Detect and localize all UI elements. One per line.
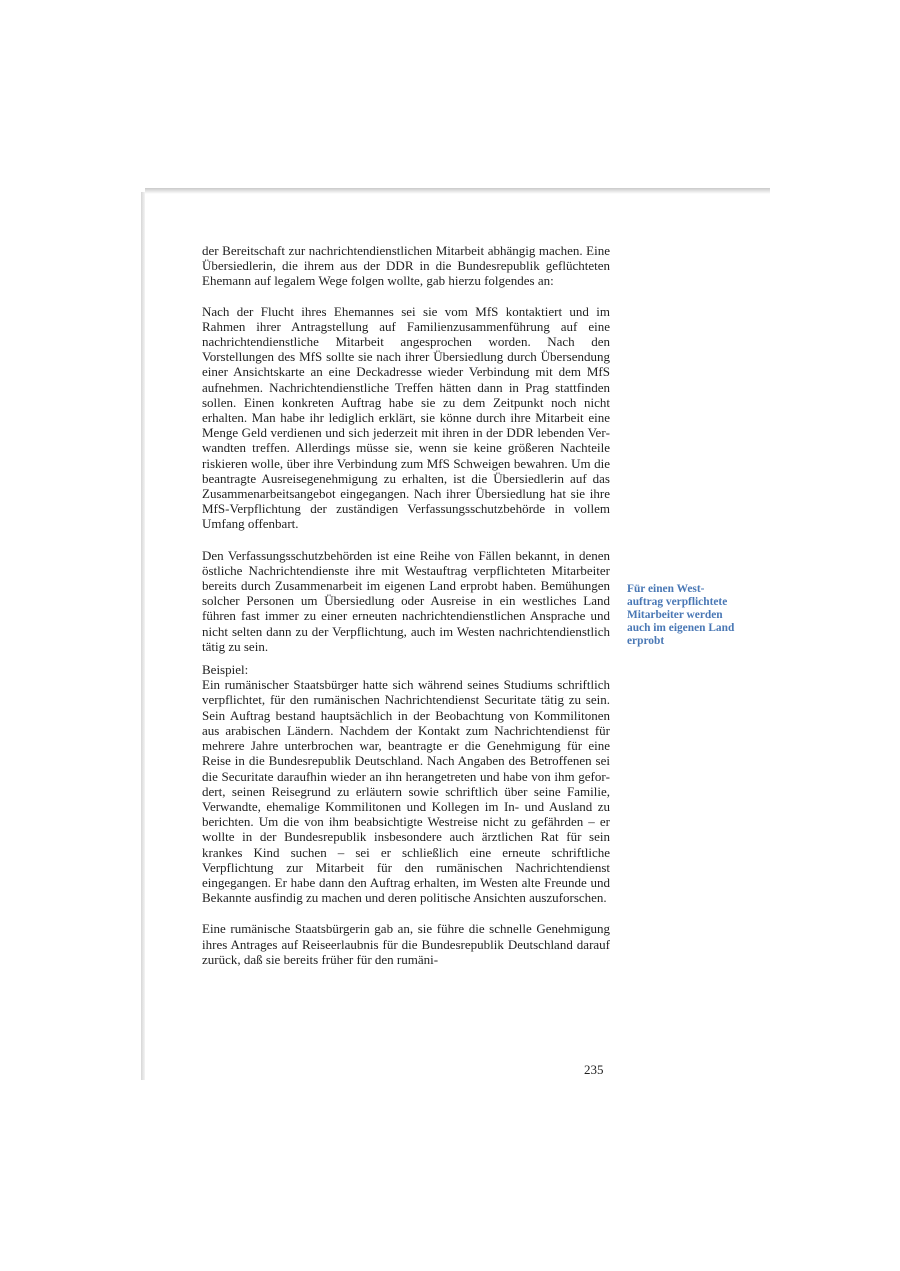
marginal-note: Für einen West- auftrag verpflichtete Mitarbeiter werden auch im eigenen Land erprobt	[627, 583, 735, 647]
example-label: Beispiel:	[202, 662, 249, 678]
intro-paragraph: der Bereitschaft zur nachrichtendienstlichen Mitarbeit abhängig machen. Eine Übersiedlerin, die ihrem aus der DDR in die Bundesrepublik geflüchteten Ehemann auf legalem Wege folgen wollte, gab hierzu folgendes an:	[202, 243, 610, 289]
example-paragraph: Ein rumänischer Staatsbürger hatte sich während seines Studiums schriftlich verpflichtet, für den rumänischen Nachrichtendienst Securitate tätig zu sein. Sein Auftrag bestand hauptsächlich in der Beobachtung von Kommilitonen aus arabischen Ländern. Nachdem der Kontakt zum Nachrichtendienst für mehrere Jahre unterbrochen war, beantragte er die Genehmigung für eine Reise in die Bundesrepublik Deutschland. Nach Angaben des Betroffenen sei die Securitate daraufhin wieder an ihn herangetreten und habe von ihm gefordert, seinen Reisegrund zu erläutern sowie schriftlich über seine Familie, Verwandte, ehemalige Kommilitonen und Kollegen im In- und Ausland zu berichten. Um die von ihm beabsichtigte Westreise nicht zu gefährden – er wollte in der Bundesrepublik insbesondere auch ärztlichen Rat für sein krankes Kind suchen – sei er schließlich eine erneute schriftliche Verpflichtung zur Mitarbeit für den rumänischen Nachrichtendienst eingegangen. Er habe dann den Auftrag erhalten, im Westen alte Freunde und Bekannte ausfindig zu machen und deren politische Ansichten auszuforschen.	[202, 677, 610, 906]
closing-paragraph: Eine rumänische Staatsbürgerin gab an, sie führe die schnelle Genehmigung ihres Antrages auf Reiseerlaubnis für die Bundesrepublik Deutschland darauf zurück, daß sie bereits früher für den rumäni-	[202, 921, 610, 967]
case-paragraph: Nach der Flucht ihres Ehemannes sei sie vom MfS kontaktiert und im Rahmen ihrer Antragstellung auf Familienzusammenführung auf eine nachrichtendienstliche Mitarbeit angesprochen worden. Nach den Vorstellungen des MfS sollte sie nach ihrer Übersiedlung durch Übersendung einer Ansichtskarte an eine Deckadresse wieder Verbindung mit dem MfS aufnehmen. Nachrichtendienstliche Treffen hätten dann in Prag stattfinden sollen. Einen konkreten Auftrag habe sie zu dem Zeitpunkt noch nicht erhalten. Man habe ihr lediglich erklärt, sie könne durch ihre Mitarbeit eine Menge Geld verdienen und sich jederzeit mit ihren in der DDR lebenden Verwandten treffen. Allerdings müsse sie, wenn sie keine größeren Nachteile riskieren wolle, über ihre Verbindung zum MfS Schweigen bewahren. Um die beantragte Ausreisegenehmigung zu erhalten, ist die Übersiedlerin auf das Zusammenarbeitsangebot eingegangen. Nach ihrer Übersiedlung hat sie ihre MfS-Verpflichtung der zuständigen Verfassungsschutzbehörde in vollem Umfang offenbart.	[202, 303, 610, 532]
section-paragraph: Den Verfassungsschutzbehörden ist eine Reihe von Fällen bekannt, in denen östliche Nachrichtendienste ihre mit Westauftrag verpflichteten Mitarbeiter bereits durch Zusammenarbeit im eigenen Land erprobt haben. Bemühungen solcher Personen um Übersiedlung oder Ausreise in ein westliches Land führen fast immer zu einer erneuten nachrichtendienstlichen Ansprache und nicht selten dann zu der Verpflichtung, auch im Westen nachrichtendienstlich tätig zu sein.	[202, 547, 610, 654]
body-text-column	[202, 243, 610, 967]
page-number: 235	[584, 1062, 604, 1077]
scan-left-edge	[141, 192, 145, 1080]
scan-top-edge	[145, 188, 770, 194]
